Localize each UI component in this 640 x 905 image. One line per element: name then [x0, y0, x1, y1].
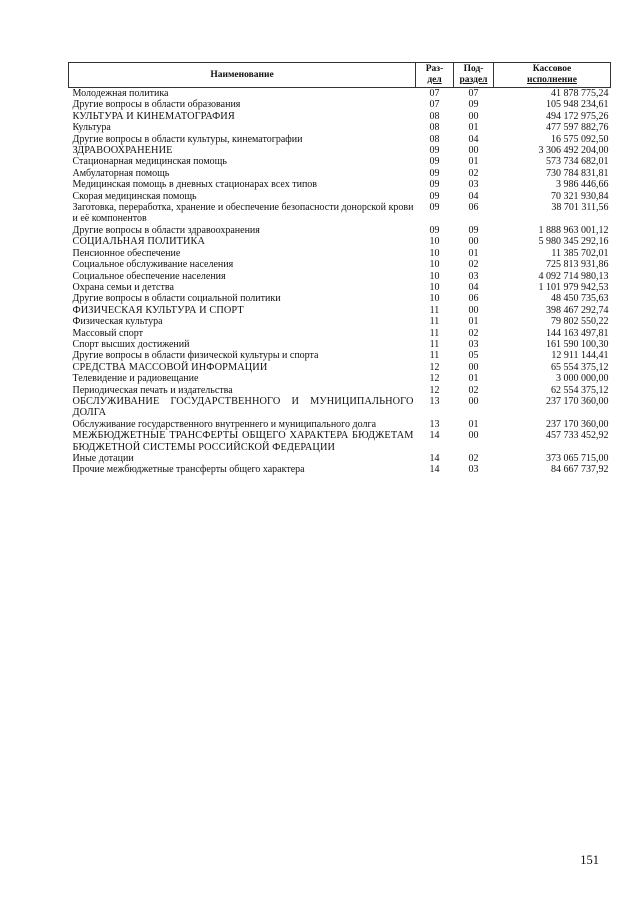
row-sum-cell: 12 911 144,41: [551, 350, 609, 362]
table-row: [69, 88, 611, 100]
row-name-cell: КУЛЬТУРА И КИНЕМАТОГРАФИЯ: [72, 110, 235, 122]
row-sum-cell: 1 101 979 942,53: [538, 281, 609, 293]
row-razdel-cell: 10: [429, 293, 440, 305]
row-name-cell: Социальное обслуживание населения: [72, 259, 234, 271]
row-razdel-cell: 14: [429, 453, 440, 464]
table-row: [69, 168, 611, 179]
row-name-cell: СОЦИАЛЬНАЯ ПОЛИТИКА: [72, 236, 206, 248]
row-name-cell: Телевидение и радиовещание: [72, 373, 199, 385]
table-row: [69, 179, 611, 190]
table-row: [69, 111, 611, 122]
row-podrazdel-cell: 03: [468, 270, 479, 282]
row-sum-cell: 16 575 092,50: [551, 133, 609, 145]
row-podrazdel-cell: 06: [468, 202, 479, 214]
row-podrazdel-cell: 09: [468, 224, 479, 236]
table-row: [69, 259, 611, 270]
row-podrazdel-cell: 02: [468, 167, 479, 179]
row-name-cell: Прочие межбюджетные трансферты общего характера: [72, 464, 305, 476]
table-row: [69, 362, 611, 373]
row-name-cell: Молодежная политика: [72, 88, 169, 99]
row-razdel-cell: 12: [429, 361, 440, 373]
row-podrazdel-cell: 09: [468, 99, 479, 111]
row-name-cell: Другие вопросы в области социальной политики: [72, 293, 281, 305]
page-number: 151: [580, 853, 599, 867]
row-sum-cell: 237 170 360,00: [546, 418, 609, 430]
row-razdel-cell: 13: [429, 418, 440, 430]
header-sum-line-1: Кассовое: [532, 64, 572, 74]
table-row: [69, 191, 611, 202]
row-sum-cell: 41 878 775,24: [551, 88, 609, 99]
row-name-cell: Охрана семьи и детства: [72, 281, 174, 293]
row-podrazdel-cell: 01: [468, 156, 479, 168]
row-sum-cell: 373 065 715,00: [546, 453, 609, 464]
row-sum-cell: 38 701 311,56: [551, 202, 609, 214]
table-row: [69, 396, 611, 419]
table-row: [69, 316, 611, 327]
row-sum-cell: 11 385 702,01: [551, 247, 609, 259]
budget-execution-table: [68, 62, 611, 476]
row-name-cell: Заготовка, переработка, хранение и обеспечение безопасности донорской крови и её компонентов: [72, 202, 414, 225]
table-row: [69, 453, 611, 464]
row-podrazdel-cell: 06: [468, 293, 479, 305]
row-sum-cell: 3 000 000,00: [556, 373, 609, 385]
row-razdel-cell: 10: [429, 247, 440, 259]
row-name-cell: Медицинская помощь в дневных стационарах всех типов: [72, 179, 318, 191]
header-podrazdel: [454, 63, 494, 88]
row-sum-cell: 398 467 292,74: [546, 304, 609, 316]
table-row: [69, 305, 611, 316]
table-row: [69, 430, 611, 453]
row-podrazdel-cell: 01: [468, 316, 479, 328]
row-name-cell: Физическая культура: [72, 316, 163, 328]
header-podrazdel-line-1: Под-: [463, 64, 484, 74]
row-sum-cell: 79 802 550,22: [551, 316, 609, 328]
header-row: [69, 63, 611, 88]
row-name-cell: Стационарная медицинская помощь: [72, 156, 227, 168]
table-row: [69, 202, 611, 225]
row-podrazdel-cell: 02: [468, 259, 479, 271]
row-sum-cell: 161 590 100,30: [546, 338, 609, 350]
row-razdel-cell: 07: [429, 99, 440, 111]
row-razdel-cell: 07: [429, 88, 440, 99]
header-sum: [494, 63, 611, 88]
row-sum-cell: 457 733 452,92: [546, 430, 609, 442]
row-podrazdel-cell: 05: [468, 350, 479, 362]
row-podrazdel-cell: 03: [468, 464, 479, 476]
row-razdel-cell: 11: [429, 327, 440, 339]
row-razdel-cell: 09: [429, 224, 440, 236]
table-row: [69, 99, 611, 110]
row-razdel-cell: 09: [429, 190, 440, 202]
row-podrazdel-cell: 00: [468, 236, 479, 248]
row-podrazdel-cell: 00: [468, 361, 479, 373]
row-podrazdel-cell: 03: [468, 179, 479, 191]
row-razdel-cell: 09: [429, 145, 440, 157]
row-razdel-cell: 11: [429, 350, 440, 362]
header-razdel-line-1: Раз-: [425, 64, 444, 74]
header-razdel-line-2: дел: [427, 75, 442, 85]
header-name: Наименование: [69, 63, 416, 88]
table-row: [69, 385, 611, 396]
row-razdel-cell: 11: [429, 316, 440, 328]
row-razdel-cell: 10: [429, 236, 440, 248]
row-sum-cell: 1 888 963 001,12: [538, 224, 609, 236]
row-razdel-cell: 10: [429, 270, 440, 282]
row-sum-cell: 3 986 446,66: [556, 179, 609, 191]
row-name-cell: Культура: [72, 122, 111, 134]
row-razdel-cell: 12: [429, 384, 440, 396]
row-sum-cell: 62 554 375,12: [551, 384, 609, 396]
row-razdel-cell: 12: [429, 373, 440, 385]
row-podrazdel-cell: 01: [468, 122, 479, 134]
row-razdel-cell: 08: [429, 110, 440, 122]
row-razdel-cell: 09: [429, 156, 440, 168]
row-name-cell: Другие вопросы в области образования: [72, 99, 241, 111]
row-name-cell: Амбулаторная помощь: [72, 167, 170, 179]
table-row: [69, 373, 611, 384]
row-podrazdel-cell: 00: [468, 145, 479, 157]
row-razdel-cell: 11: [429, 304, 440, 316]
row-razdel-cell: 10: [429, 259, 440, 271]
header-razdel: [416, 63, 454, 88]
row-sum-cell: 494 172 975,26: [546, 110, 609, 122]
table-row: [69, 328, 611, 339]
table-row: [69, 134, 611, 145]
table-row: [69, 236, 611, 247]
row-sum-cell: 70 321 930,84: [551, 190, 609, 202]
row-podrazdel-cell: 04: [468, 190, 479, 202]
row-name-cell: Обслуживание государственного внутреннего и муниципального долга: [72, 418, 377, 430]
row-sum-cell: 730 784 831,81: [546, 167, 609, 179]
row-razdel-cell: 10: [429, 281, 440, 293]
row-name-cell: СРЕДСТВА МАССОВОЙ ИНФОРМАЦИИ: [72, 361, 268, 373]
table-row: [69, 282, 611, 293]
row-razdel-cell: 09: [429, 167, 440, 179]
row-sum-cell: 105 948 234,61: [546, 99, 609, 111]
row-podrazdel-cell: 00: [468, 110, 479, 122]
row-name-cell: Массовый спорт: [72, 327, 144, 339]
table-row: [69, 350, 611, 361]
table-row: [69, 419, 611, 430]
table-row: [69, 293, 611, 304]
row-podrazdel-cell: 00: [468, 395, 479, 407]
header-sum-line-2: исполнение: [527, 75, 577, 85]
row-sum-cell: 144 163 497,81: [546, 327, 609, 339]
row-sum-cell: 84 667 737,92: [551, 464, 609, 476]
table-row: [69, 225, 611, 236]
table-row: [69, 339, 611, 350]
row-sum-cell: 65 554 375,12: [551, 361, 609, 373]
row-sum-cell: 3 306 492 204,00: [538, 145, 609, 157]
row-sum-cell: 477 597 882,76: [546, 122, 609, 134]
row-sum-cell: 4 092 714 980,13: [538, 270, 609, 282]
row-name-cell: ОБСЛУЖИВАНИЕ ГОСУДАРСТВЕННОГО И МУНИЦИПАЛЬНОГО ДОЛГА: [72, 395, 414, 419]
table-row: [69, 156, 611, 167]
row-podrazdel-cell: 07: [468, 88, 479, 99]
row-razdel-cell: 11: [429, 338, 440, 350]
row-podrazdel-cell: 01: [468, 247, 479, 259]
table-row: [69, 122, 611, 133]
table-body: [69, 88, 611, 476]
row-podrazdel-cell: 04: [468, 281, 479, 293]
row-name-cell: ЗДРАВООХРАНЕНИЕ: [72, 145, 173, 157]
row-podrazdel-cell: 02: [468, 453, 479, 464]
row-podrazdel-cell: 02: [468, 327, 479, 339]
table-row: [69, 145, 611, 156]
row-razdel-cell: 14: [429, 430, 440, 442]
row-name-cell: Другие вопросы в области здравоохранения: [72, 224, 260, 236]
row-razdel-cell: 13: [429, 395, 440, 407]
row-sum-cell: 48 450 735,63: [551, 293, 609, 305]
row-name-cell: Другие вопросы в области культуры, кинематографии: [72, 133, 303, 145]
row-name-cell: Социальное обеспечение населения: [72, 270, 226, 282]
row-podrazdel-cell: 03: [468, 338, 479, 350]
row-podrazdel-cell: 02: [468, 384, 479, 396]
header-podrazdel-line-2: раздел: [459, 75, 488, 85]
row-razdel-cell: 14: [429, 464, 440, 476]
row-name-cell: Пенсионное обеспечение: [72, 247, 181, 259]
row-name-cell: МЕЖБЮДЖЕТНЫЕ ТРАНСФЕРТЫ ОБЩЕГО ХАРАКТЕРА БЮДЖЕТАМ БЮДЖЕТНОЙ СИСТЕМЫ РОССИЙСКОЙ ФЕДЕРАЦИИ: [72, 430, 414, 453]
row-name-cell: Скорая медицинская помощь: [72, 190, 197, 202]
table-header: [69, 63, 611, 88]
table-row: [69, 248, 611, 259]
row-sum-cell: 5 980 345 292,16: [538, 236, 609, 248]
row-podrazdel-cell: 00: [468, 304, 479, 316]
row-podrazdel-cell: 01: [468, 373, 479, 385]
row-podrazdel-cell: 00: [468, 430, 479, 442]
row-sum-cell: 725 813 931,86: [546, 259, 609, 271]
row-razdel-cell: 09: [429, 179, 440, 191]
row-name-cell: Иные дотации: [72, 453, 134, 464]
row-podrazdel-cell: 01: [468, 418, 479, 430]
row-name-cell: Периодическая печать и издательства: [72, 384, 233, 396]
table-row: [69, 464, 611, 475]
row-razdel-cell: 09: [429, 202, 440, 214]
row-sum-cell: 573 734 682,01: [546, 156, 609, 168]
row-podrazdel-cell: 04: [468, 133, 479, 145]
row-razdel-cell: 08: [429, 122, 440, 134]
row-sum-cell: 237 170 360,00: [546, 395, 609, 407]
table-row: [69, 271, 611, 282]
row-name-cell: Другие вопросы в области физической культуры и спорта: [72, 350, 319, 362]
row-name-cell: Спорт высших достижений: [72, 338, 190, 350]
row-name-cell: ФИЗИЧЕСКАЯ КУЛЬТУРА И СПОРТ: [72, 304, 244, 316]
row-razdel-cell: 08: [429, 133, 440, 145]
